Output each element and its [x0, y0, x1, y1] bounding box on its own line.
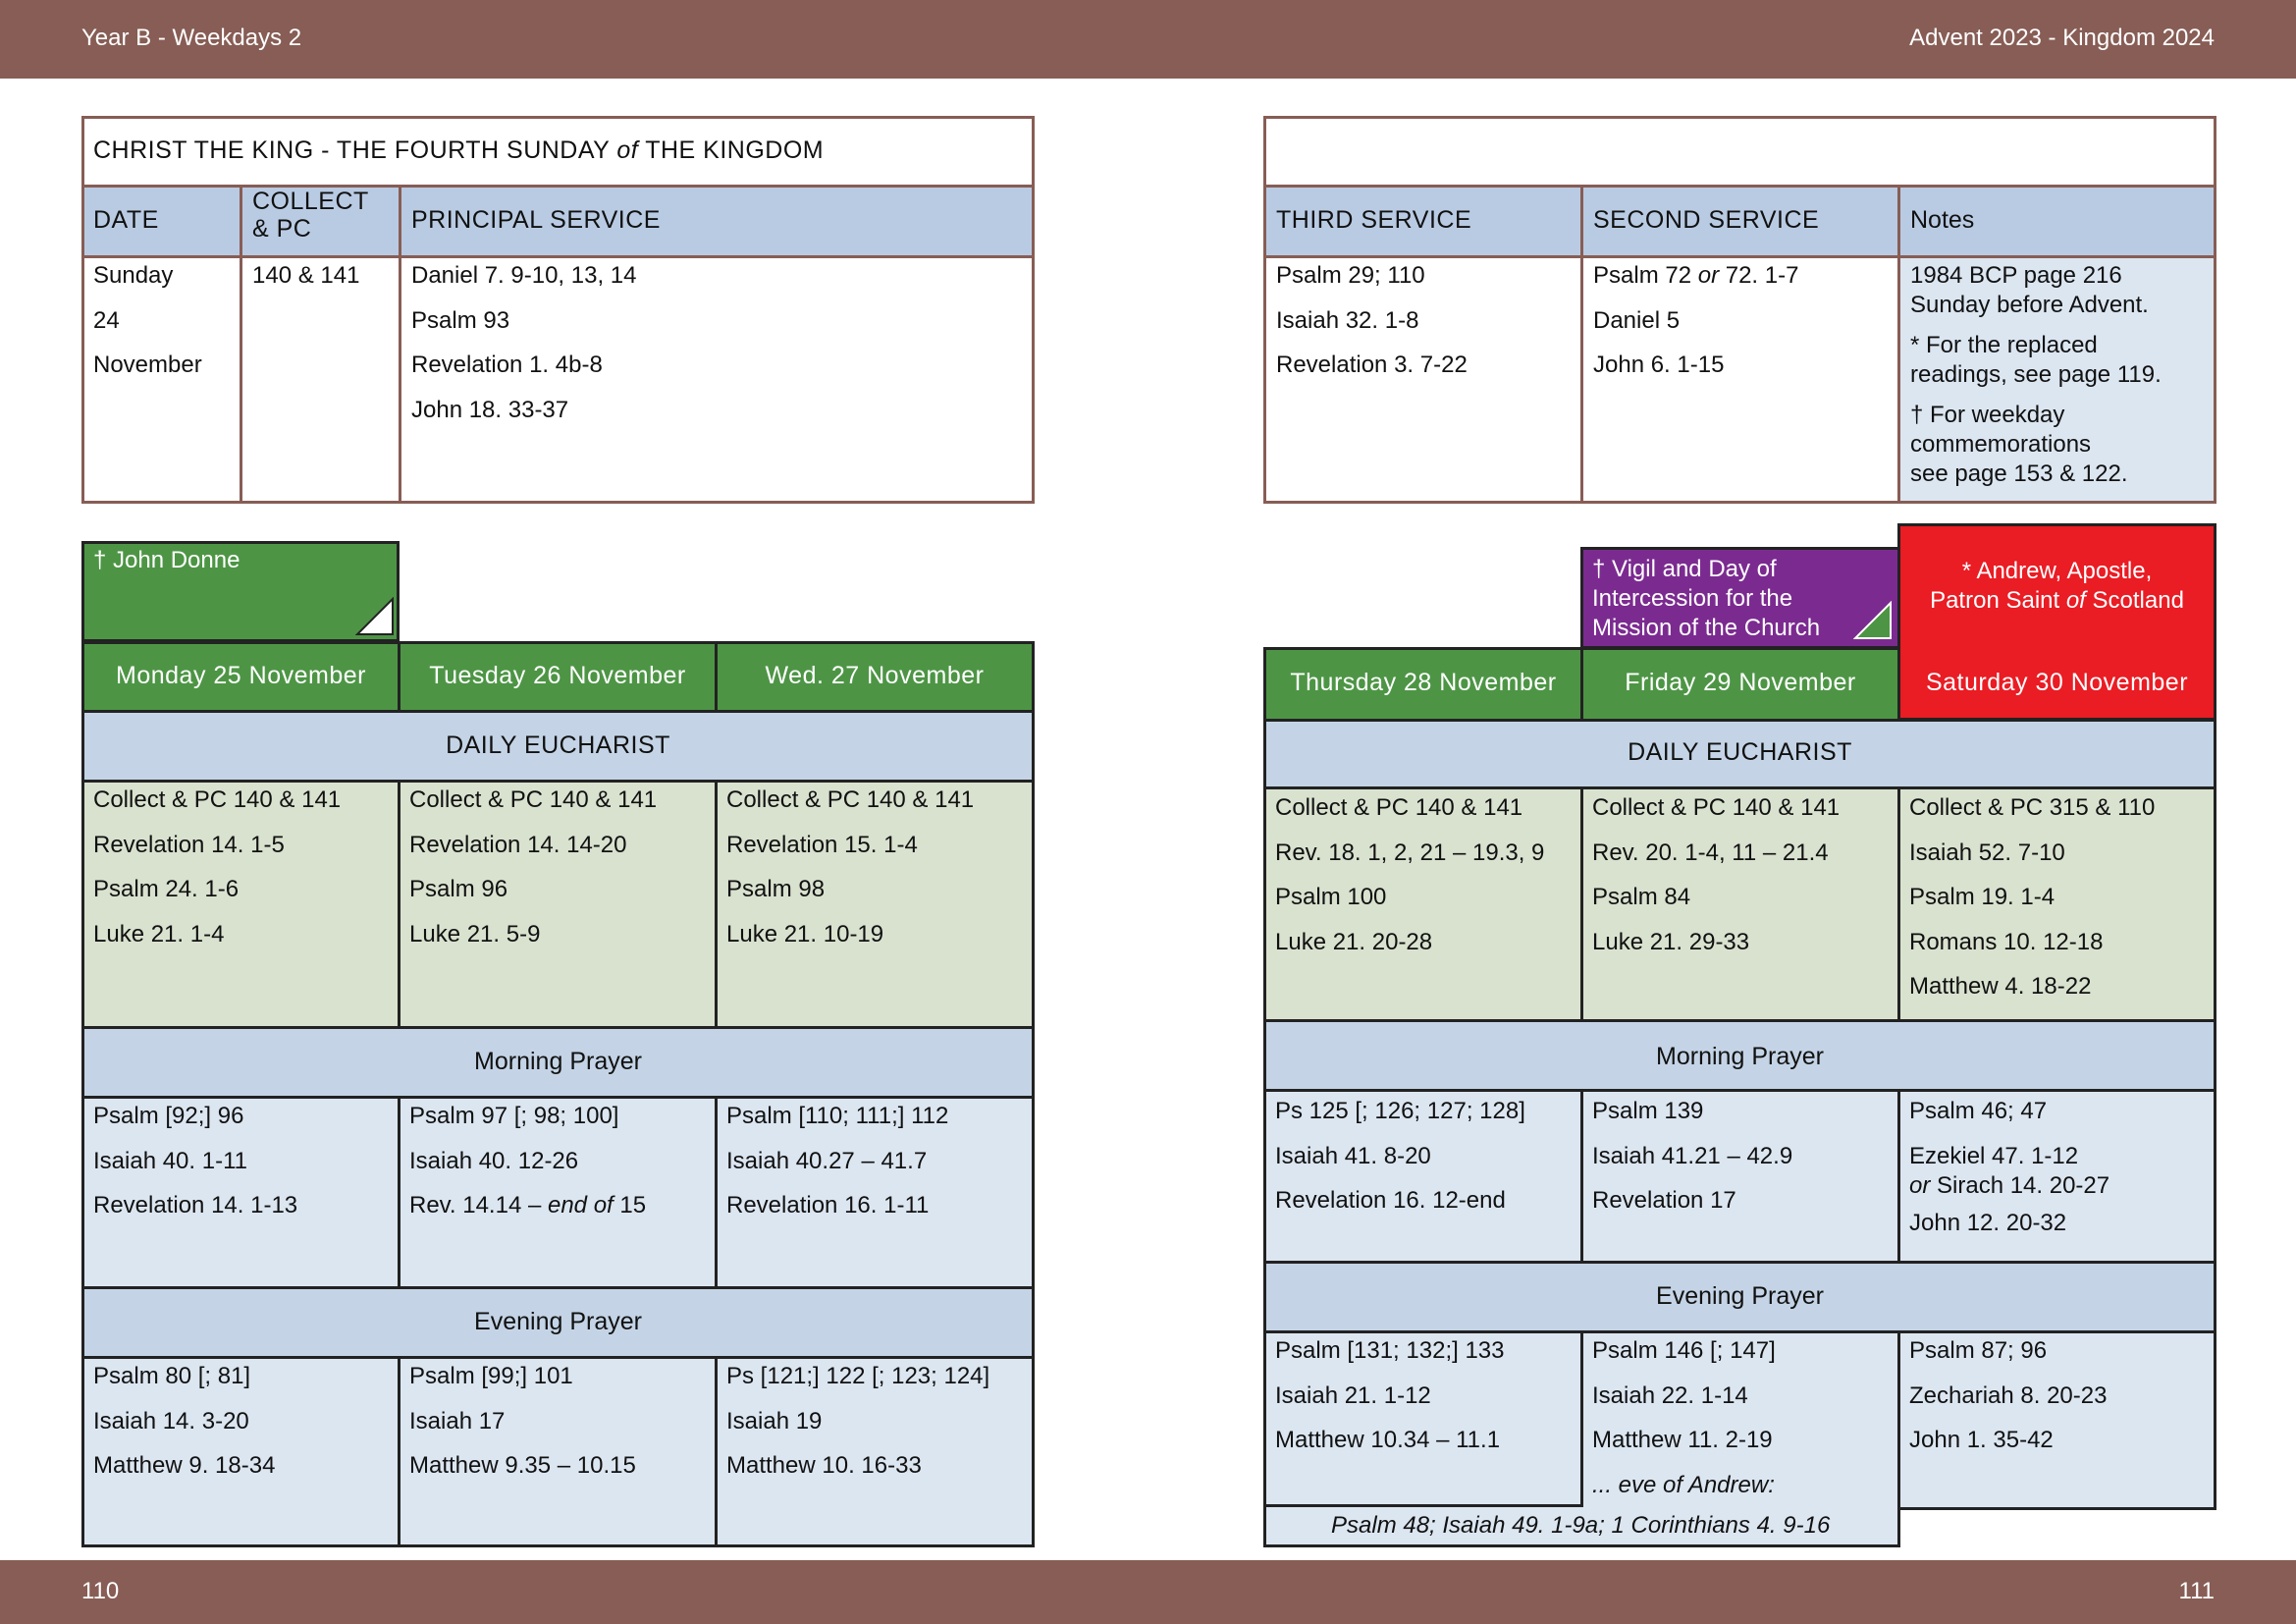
- tuesday-evening-prayer: Psalm [99;] 101 Isaiah 17 Matthew 9.35 – 10.15: [409, 1363, 636, 1479]
- thursday-eucharist: Collect & PC 140 & 141 Rev. 18. 1, 2, 21 – 19.3, 9 Psalm 100 Luke 21. 20-28: [1275, 794, 1545, 955]
- second-service-readings: Psalm 72 or 72. 1-7 Daniel 5 John 6. 1-15: [1593, 262, 1799, 378]
- monday-eucharist: Collect & PC 140 & 141 Revelation 14. 1-5 Psalm 24. 1-6 Luke 21. 1-4: [93, 786, 342, 947]
- col-collect-header: COLLECT & PC: [252, 188, 369, 243]
- col-date-header: DATE: [93, 206, 159, 234]
- day-header-saturday: Saturday 30 November: [1925, 669, 2189, 696]
- header-right: Advent 2023 - Kingdom 2024: [1909, 25, 2215, 51]
- wednesday-evening-prayer: Ps [121;] 122 [; 123; 124] Isaiah 19 Matthew 10. 16-33: [726, 1363, 990, 1479]
- sunday-notes: 1984 BCP page 216 Sunday before Advent. * For the replaced readings, see page 119. † For weekday commemorations see page 153 & 122.: [1910, 262, 2162, 487]
- third-service-readings: Psalm 29; 110 Isaiah 32. 1-8 Revelation 3. 7-22: [1276, 262, 1468, 378]
- friday-commemoration-label: † Vigil and Day of Intercession for the Mission of the Church: [1592, 556, 1821, 641]
- day-header-friday: Friday 29 November: [1625, 669, 1856, 696]
- day-header-tuesday: Tuesday 26 November: [429, 662, 686, 689]
- corner-fold-icon: [1853, 601, 1893, 640]
- wednesday-eucharist: Collect & PC 140 & 141 Revelation 15. 1-4 Psalm 98 Luke 21. 10-19: [726, 786, 975, 947]
- col-notes-header: Notes: [1910, 206, 1975, 234]
- friday-eucharist: Collect & PC 140 & 141 Rev. 20. 1-4, 11 – 21.4 Psalm 84 Luke 21. 29-33: [1592, 794, 1841, 955]
- commemoration-label: † John Donne: [93, 547, 240, 573]
- tuesday-morning-prayer: Psalm 97 [; 98; 100] Isaiah 40. 12-26 Rev. 14.14 – end of 15: [409, 1103, 647, 1218]
- col-principal-header: PRINCIPAL SERVICE: [411, 206, 661, 234]
- tuesday-eucharist: Collect & PC 140 & 141 Revelation 14. 14-20 Psalm 96 Luke 21. 5-9: [409, 786, 658, 947]
- morning-prayer-label: Morning Prayer: [1656, 1043, 1824, 1070]
- principal-readings: Daniel 7. 9-10, 13, 14 Psalm 93 Revelation 1. 4b-8 John 18. 33-37: [411, 262, 637, 423]
- friday-evening-prayer: Psalm 146 [; 147] Isaiah 22. 1-14 Matthew 11. 2-19 ... eve of Andrew:: [1592, 1337, 1776, 1498]
- saturday-feast-label: * Andrew, Apostle, Patron Saint of Scotland: [1930, 558, 2184, 614]
- sunday-collect: 140 & 141: [252, 262, 360, 289]
- page-header: [0, 0, 2296, 79]
- day-header-thursday: Thursday 28 November: [1290, 669, 1557, 696]
- sunday-title: CHRIST THE KING - THE FOURTH SUNDAY of THE KINGDOM: [93, 136, 825, 164]
- page-footer: [0, 1560, 2296, 1624]
- col-third-header: THIRD SERVICE: [1276, 206, 1472, 234]
- page-number-right: 111: [2178, 1578, 2215, 1604]
- header-left: Year B - Weekdays 2: [81, 25, 302, 51]
- eve-of-andrew-readings: Psalm 48; Isaiah 49. 1-9a; 1 Corinthians 4. 9-16: [1331, 1512, 1831, 1539]
- saturday-eucharist: Collect & PC 315 & 110 Isaiah 52. 7-10 Psalm 19. 1-4 Romans 10. 12-18 Matthew 4. 18-22: [1909, 794, 2156, 1000]
- morning-prayer-label: Morning Prayer: [474, 1048, 642, 1075]
- thursday-evening-prayer: Psalm [131; 132;] 133 Isaiah 21. 1-12 Matthew 10.34 – 11.1: [1275, 1337, 1505, 1453]
- corner-fold-icon: [355, 597, 395, 636]
- monday-morning-prayer: Psalm [92;] 96 Isaiah 40. 1-11 Revelation 14. 1-13: [93, 1103, 298, 1218]
- daily-eucharist-label: DAILY EUCHARIST: [1628, 738, 1852, 766]
- monday-evening-prayer: Psalm 80 [; 81] Isaiah 14. 3-20 Matthew 9. 18-34: [93, 1363, 276, 1479]
- sunday-date: Sunday 24 November: [93, 262, 202, 378]
- col-second-header: SECOND SERVICE: [1593, 206, 1820, 234]
- saturday-evening-prayer: Psalm 87; 96 Zechariah 8. 20-23 John 1. 35-42: [1909, 1337, 2108, 1453]
- evening-prayer-label: Evening Prayer: [474, 1308, 642, 1335]
- thursday-morning-prayer: Ps 125 [; 126; 127; 128] Isaiah 41. 8-20 Revelation 16. 12-end: [1275, 1098, 1525, 1214]
- day-header-wednesday: Wed. 27 November: [765, 662, 985, 689]
- page-number-left: 110: [81, 1578, 120, 1604]
- day-header-monday: Monday 25 November: [116, 662, 366, 689]
- daily-eucharist-label: DAILY EUCHARIST: [446, 731, 670, 759]
- saturday-morning-prayer: Psalm 46; 47 Ezekiel 47. 1-12 or Sirach 14. 20-27 John 12. 20-32: [1909, 1098, 2110, 1236]
- friday-morning-prayer: Psalm 139 Isaiah 41.21 – 42.9 Revelation 17: [1592, 1098, 1793, 1214]
- wednesday-morning-prayer: Psalm [110; 111;] 112 Isaiah 40.27 – 41.7 Revelation 16. 1-11: [726, 1103, 949, 1218]
- evening-prayer-label: Evening Prayer: [1656, 1282, 1824, 1310]
